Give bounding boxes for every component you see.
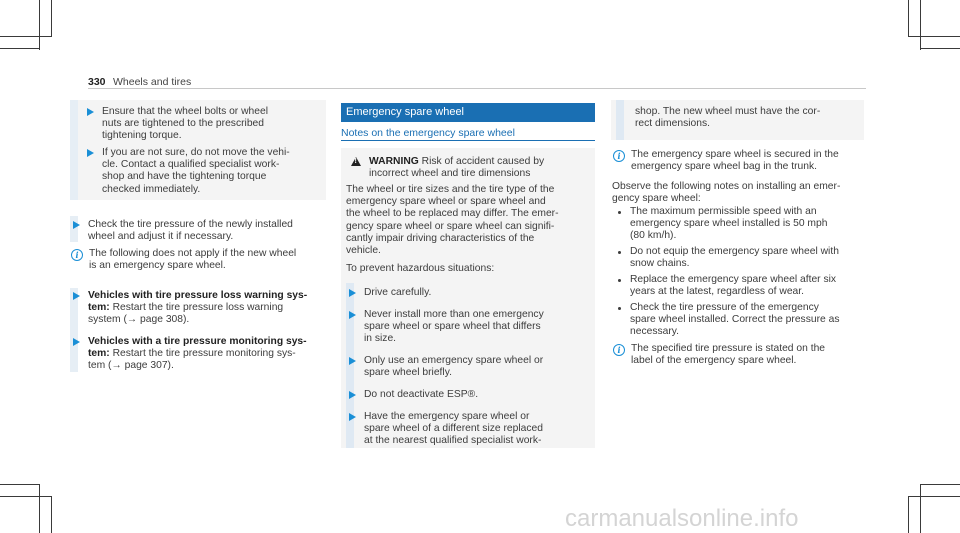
section-title: Emergency spare wheel [346, 106, 465, 118]
warning-bullet [346, 287, 591, 299]
text-line: label of the emergency spare wheel. [631, 355, 797, 367]
text-line: spare wheel installed. Correct the pressure as [630, 314, 840, 326]
note [631, 343, 863, 367]
text-line: necessary. [630, 326, 680, 338]
text-line: checked immediately. [102, 183, 201, 195]
bullet-dot-icon [618, 307, 621, 310]
info-icon: i [613, 150, 625, 162]
text-line: shop. The new wheel must have the cor- [635, 106, 821, 117]
warning-header [369, 156, 593, 180]
note [631, 149, 863, 173]
crop-mark [0, 496, 51, 497]
text-line: The maximum permissible speed with an [630, 206, 817, 217]
bullet-arrow-icon [73, 292, 80, 300]
text-line: Only use an emergency spare wheel or [364, 355, 544, 366]
crop-mark [39, 0, 40, 50]
text-line: spare wheel or spare wheel that differs [364, 321, 541, 333]
text-line: Restart the tire pressure loss warning [109, 302, 284, 314]
warning-bullet [346, 309, 591, 346]
text-line: The specified tire pressure is stated on the [631, 343, 826, 354]
page-number: 330 [88, 76, 106, 88]
page-reference-link[interactable]: tem (→ page 307). [88, 360, 174, 372]
text-line: spare wheel of a different size replaced [364, 423, 543, 435]
text-line: Ensure that the wheel bolts or wheel [102, 106, 268, 117]
text-line: Observe the following notes on installing an emer- [612, 181, 841, 192]
text-line: emergency spare wheel installed is 50 mph [630, 218, 828, 230]
crop-mark [908, 496, 960, 497]
subheading-rule [341, 140, 595, 141]
info-icon: i [71, 249, 83, 261]
loss-warning-step [70, 290, 326, 327]
text-line: rect dimensions. [635, 118, 710, 130]
text-line: is an emergency spare wheel. [89, 260, 226, 272]
list-item [612, 246, 864, 270]
warning-triangle-icon [351, 157, 361, 166]
crop-mark [0, 36, 51, 37]
note [89, 248, 329, 272]
warning-label: WARNING [369, 156, 419, 167]
text-line: wheel and adjust it if necessary. [88, 231, 234, 243]
bullet-arrow-icon [73, 338, 80, 346]
bullet-arrow-icon [87, 108, 94, 116]
text-line: Do not equip the emergency spare wheel with [630, 246, 839, 257]
list-item [612, 274, 864, 298]
crop-mark [51, 496, 52, 533]
text-line: Never install more than one emergency [364, 309, 544, 320]
bullet-arrow-icon [87, 149, 94, 157]
page-reference-link[interactable]: system (→ page 308). [88, 314, 190, 326]
warning-paragraph [346, 184, 594, 257]
text-line: The following does not apply if the new wheel [89, 248, 297, 259]
text-line: emergency spare wheel or spare wheel and [346, 196, 546, 208]
text-line: shop and have the tightening torque [102, 171, 267, 183]
bullet-arrow-icon [349, 391, 356, 399]
bullet-dot-icon [618, 251, 621, 254]
watermark: carmanualsonline.info [565, 505, 799, 532]
text-line: gency spare wheel: [612, 193, 701, 205]
text-line: Check the tire pressure of the emergency [630, 302, 819, 313]
text-line: gency spare wheel or spare wheel can signifi- [346, 220, 555, 232]
text-line: emergency spare wheel bag in the trunk. [631, 161, 818, 173]
crop-mark [920, 484, 960, 485]
box-bullet [84, 147, 324, 196]
warning-step-bar [616, 100, 624, 140]
text-line: cantly impair driving characteristics of the [346, 232, 535, 244]
crop-mark [920, 0, 921, 50]
crop-mark [920, 484, 921, 533]
text-line: The emergency spare wheel is secured in the [631, 149, 839, 160]
crop-mark [908, 496, 909, 533]
info-icon: i [613, 344, 625, 356]
bullet-arrow-icon [349, 413, 356, 421]
text-line: The wheel or tire sizes and the tire type of the [346, 184, 555, 195]
text-line: years at the latest, regardless of wear. [630, 286, 804, 298]
text-line: in size. [364, 333, 397, 345]
text-line: Drive carefully. [364, 287, 432, 298]
crop-mark [908, 36, 960, 37]
text-line: If you are not sure, do not move the vehi- [102, 147, 290, 158]
crop-mark [908, 0, 909, 37]
text-line: nuts are tightened to the prescribed [102, 118, 264, 130]
warning-bullet [346, 411, 591, 448]
text-line: Replace the emergency spare wheel after six [630, 274, 837, 285]
text-line: Restart the tire pressure monitoring sys- [109, 348, 296, 360]
list-item [612, 206, 864, 243]
observe-text [612, 181, 864, 205]
crop-mark [0, 484, 40, 485]
text-line: the wheel to be replaced may differ. The emer- [346, 208, 559, 220]
text-line: cle. Contact a qualified specialist work- [102, 159, 280, 171]
monitoring-step [70, 336, 326, 373]
crop-mark [39, 484, 40, 533]
warning-bullet [346, 389, 591, 401]
step-heading: tem: [88, 348, 110, 360]
box-side-bar [70, 100, 78, 200]
box-bullet [84, 106, 324, 143]
list-item [612, 302, 864, 339]
bullet-arrow-icon [349, 289, 356, 297]
warning-bullet [346, 355, 591, 379]
text-line: Check the tire pressure of the newly installed [88, 219, 293, 230]
crop-mark [0, 48, 40, 49]
section-title-bar [341, 103, 595, 122]
subheading: Notes on the emergency spare wheel [341, 127, 515, 139]
text-line: spare wheel briefly. [364, 367, 452, 379]
text-line: Have the emergency spare wheel or [364, 411, 530, 422]
header-rule [88, 88, 866, 89]
text-line: vehicle. [346, 245, 381, 257]
step-heading: Vehicles with tire pressure loss warning sys- [88, 290, 308, 301]
bullet-arrow-icon [73, 221, 80, 229]
continued-text [635, 106, 860, 130]
step-heading: Vehicles with a tire pressure monitoring sys- [88, 336, 307, 347]
text-line: at the nearest qualified specialist work- [364, 435, 542, 447]
text-line: (80 km/h). [630, 230, 677, 242]
step-heading: tem: [88, 302, 110, 314]
chapter-title: Wheels and tires [113, 76, 192, 88]
bullet-arrow-icon [349, 311, 356, 319]
bullet-dot-icon [618, 211, 621, 214]
text-line: snow chains. [630, 258, 690, 270]
bullet-dot-icon [618, 279, 621, 282]
text-line: Risk of accident caused by [421, 156, 545, 167]
text-line: incorrect wheel and tire dimensions [369, 168, 531, 180]
text-line: Do not deactivate ESP®. [364, 389, 479, 400]
crop-mark [920, 48, 960, 49]
text-line: tightening torque. [102, 130, 182, 142]
crop-mark [51, 0, 52, 37]
prevent-text: To prevent hazardous situations: [346, 263, 495, 274]
check-bullet [70, 219, 326, 243]
bullet-arrow-icon [349, 357, 356, 365]
